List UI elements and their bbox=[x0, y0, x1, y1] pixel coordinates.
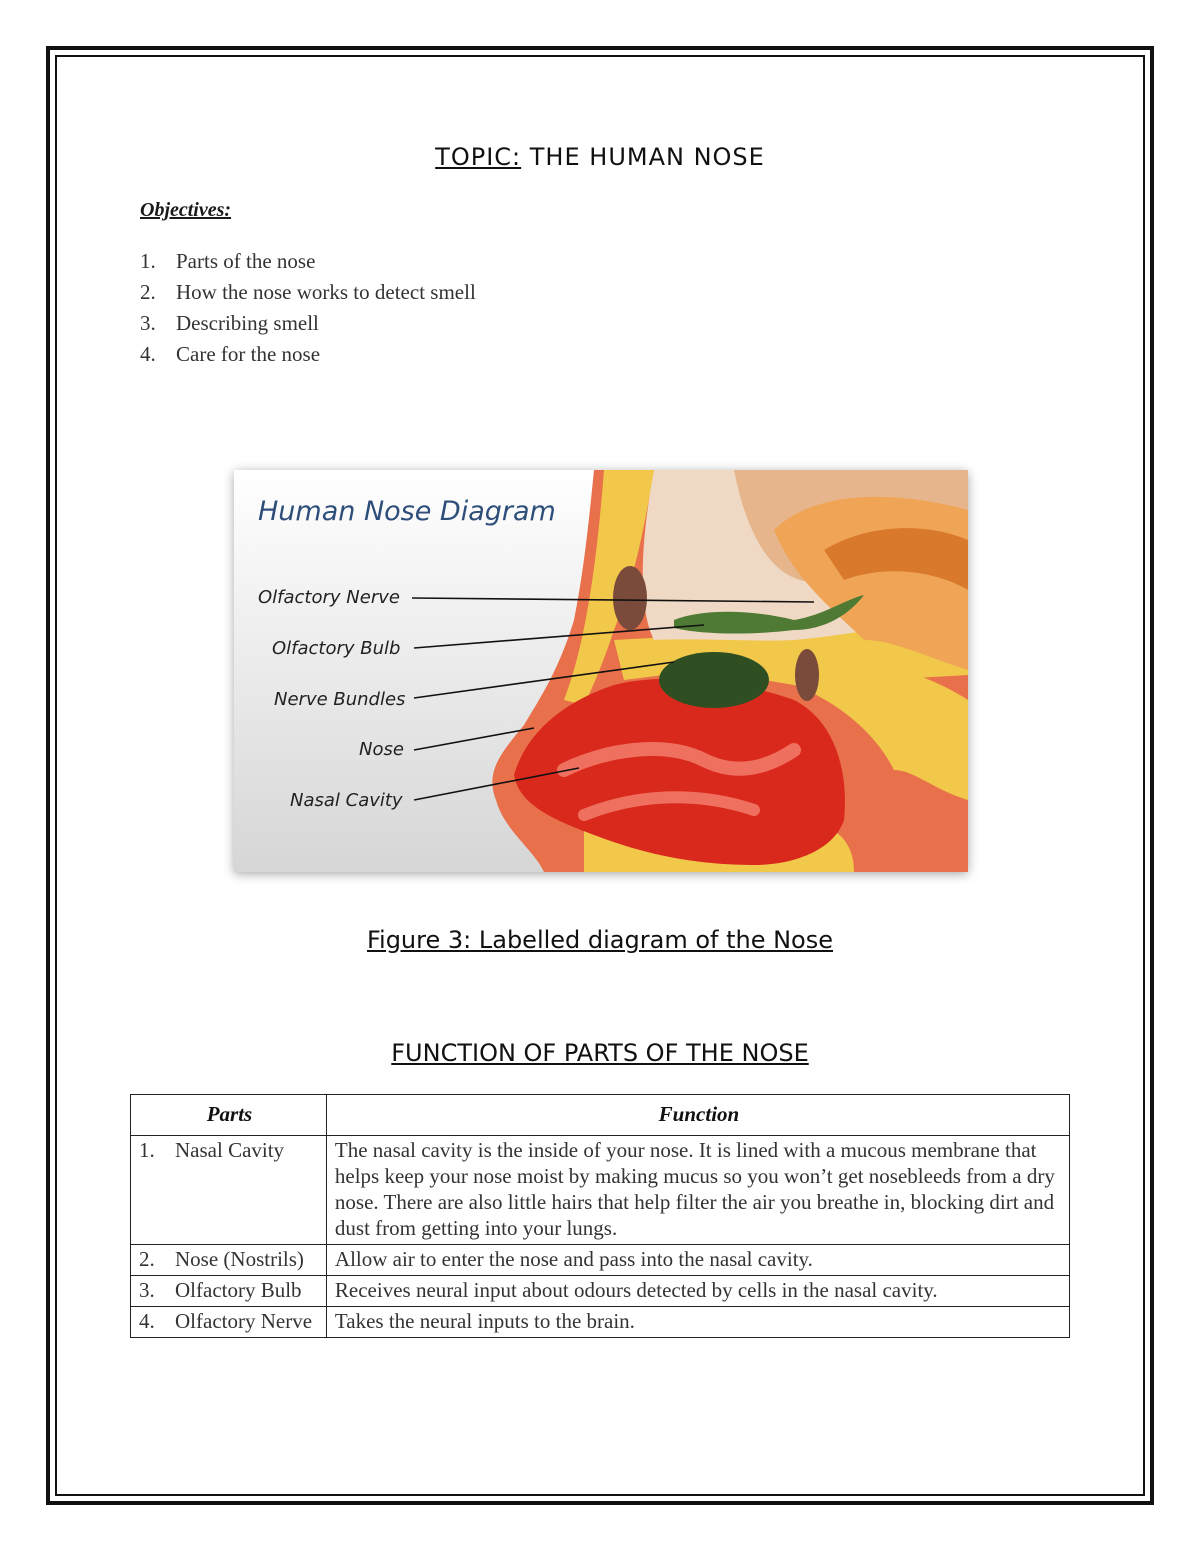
label-olfactory-bulb: Olfactory Bulb bbox=[272, 638, 401, 659]
nose-diagram-figure bbox=[234, 470, 968, 872]
label-nose: Nose bbox=[359, 739, 404, 760]
list-item: 2. How the nose works to detect smell bbox=[140, 280, 476, 304]
objectives-list bbox=[140, 249, 476, 373]
column-header-parts: Parts bbox=[131, 1095, 327, 1136]
label-nerve-bundles: Nerve Bundles bbox=[274, 689, 406, 710]
function-cell: The nasal cavity is the inside of your nose. It is lined with a mucous membrane that helps keep your nose moist by making mucus so you won’t get nosebleeds from a dry nose. There are also little hairs that help filter the air you breathe in, blocking dirt and dust from getting into your lungs. bbox=[326, 1136, 1069, 1245]
table-row bbox=[131, 1245, 1070, 1276]
label-olfactory-nerve: Olfactory Nerve bbox=[258, 587, 400, 608]
part-cell: 2. Nose (Nostrils) bbox=[131, 1245, 327, 1276]
column-header-function: Function bbox=[326, 1095, 1069, 1136]
table-row bbox=[131, 1136, 1070, 1245]
page-title bbox=[0, 143, 1200, 171]
frontal-sinus-shape bbox=[613, 566, 647, 630]
parts-function-table bbox=[130, 1094, 1070, 1338]
figure-caption: Figure 3: Labelled diagram of the Nose bbox=[366, 926, 834, 954]
diagram-title: Human Nose Diagram bbox=[258, 496, 556, 527]
part-cell: 4. Olfactory Nerve bbox=[131, 1307, 327, 1338]
objectives-heading: Objectives: bbox=[140, 199, 232, 221]
nerve-bundles-shape bbox=[659, 652, 769, 708]
function-cell: Takes the neural inputs to the brain. bbox=[326, 1307, 1069, 1338]
part-cell: 1. Nasal Cavity bbox=[131, 1136, 327, 1245]
list-item: 3. Describing smell bbox=[140, 311, 319, 335]
part-cell: 3. Olfactory Bulb bbox=[131, 1276, 327, 1307]
list-item: 1. Parts of the nose bbox=[140, 249, 316, 273]
function-cell: Allow air to enter the nose and pass into the nasal cavity. bbox=[326, 1245, 1069, 1276]
table-row bbox=[131, 1276, 1070, 1307]
sphenoid-sinus-shape bbox=[795, 649, 819, 701]
topic-title: THE HUMAN NOSE bbox=[529, 143, 765, 171]
table-header-row bbox=[131, 1095, 1070, 1136]
nose-diagram bbox=[234, 470, 968, 872]
topic-prefix: TOPIC: bbox=[435, 143, 522, 171]
section-heading: FUNCTION OF PARTS OF THE NOSE bbox=[391, 1039, 809, 1067]
table-row bbox=[131, 1307, 1070, 1338]
label-nasal-cavity: Nasal Cavity bbox=[290, 790, 403, 811]
list-item: 4. Care for the nose bbox=[140, 342, 321, 366]
function-cell: Receives neural input about odours detected by cells in the nasal cavity. bbox=[326, 1276, 1069, 1307]
